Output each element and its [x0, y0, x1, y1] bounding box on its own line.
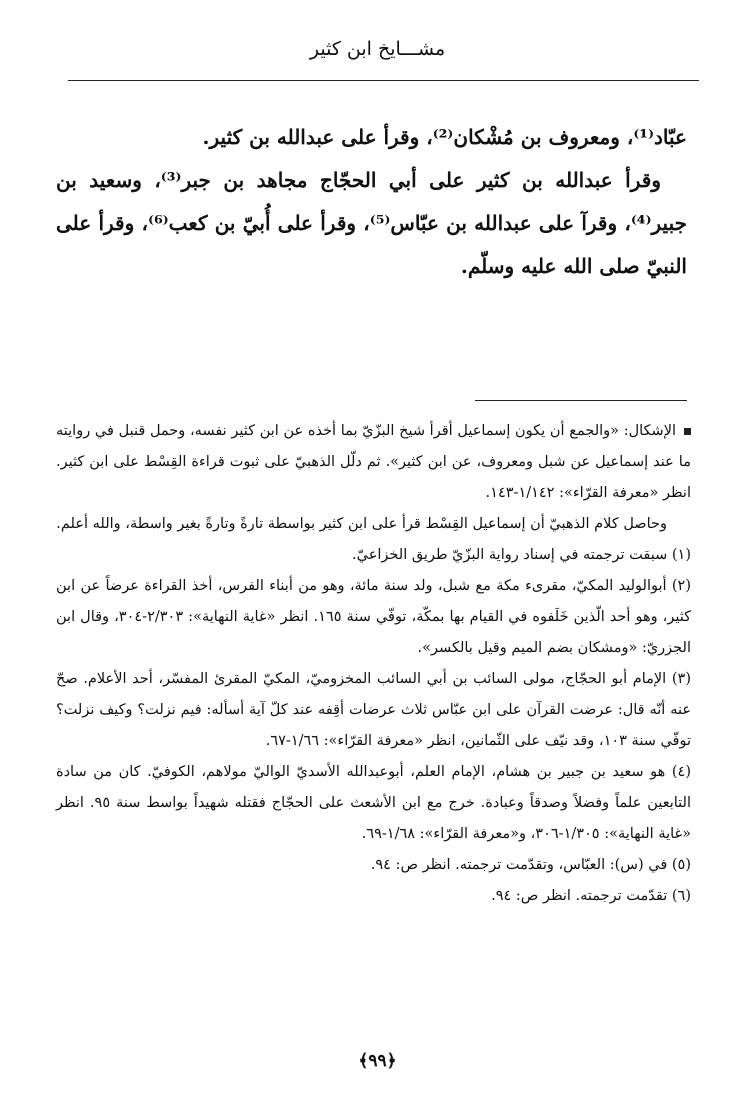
footnote-ishkal-text: الإشكال: «والجمع أن يكون إسماعيل أقرأ شيخ البزّيّ بما أخذه عن ابن كثير نفسه، وحمل قنبل في روايته ما عند إسماعيل عن شبل ومعروف، عن ابن كثير». ثم دلّل الذهبيّ على ثبوت قراءة القِسْط على ابن كثير. انظر «معرفة القرّاء»: ١/١٤٢-١٤٣.	[56, 423, 691, 501]
footnote-item: (٢) أبوالوليد المكيّ، مقرىء مكة مع شبل، ولد سنة مائة، وهو من أبناء الفرس، أخذ القراءة عرضاً عن ابن كثير، وهو أحد الّذين خَلَفوه في القيام بها بمكّة، توفّي سنة ١٦٥. انظر «غاية النهاية»: ٢/٣٠٣-٣٠٤، وقال ابن الجزريّ: «ومشكان بضم الميم وقيل بالكسر».	[56, 578, 691, 656]
footnote-ishkal	[56, 416, 691, 509]
main-text	[56, 116, 687, 288]
running-header: مشـــايخ ابن كثير	[309, 38, 446, 60]
footnote-conclusion: وحاصل كلام الذهبيّ أن إسماعيل القِسْط قرأ على ابن كثير بواسطة تارةً وتارةً بغير واسطة، والله أعلم.	[56, 516, 667, 532]
main-paragraph: وقرأ عبدالله بن كثير على أبي الحجّاج مجاهد بن جبر⁽³⁾، وسعيد بن جبير⁽⁴⁾، وقرآ على عبدالله بن عبّاس⁽⁵⁾، وقرأ على أُبيّ بن كعب⁽⁶⁾، وقرأ على النبيّ صلى الله عليه وسلّم.	[56, 168, 687, 278]
footnote-item: (٤) هو سعيد بن جبير بن هشام، الإمام العلم، أبوعبدالله الأسديّ الواليّ مولاهم، الكوفيّ. كان من سادة التابعين علماً وفضلاً وصدقاً وعبادة. خرج مع ابن الأشعث على الحجّاج فقتله شهيداً بواسط سنة ٩٥. انظر «غاية النهاية»: ١/٣٠٥-٣٠٦، و«معرفة القرّاء»: ١/٦٨-٦٩.	[56, 764, 691, 842]
page-number: ﴿٩٩﴾	[358, 1051, 397, 1071]
footnote-rule	[475, 400, 687, 401]
footnote-item: (٣) الإمام أبو الحجّاج، مولى السائب بن أبي السائب المخزوميّ، المكيّ المقرئ المفسّر، أحد الأعلام. صحّ عنه أنّه قال: عرضت القرآن على ابن عبّاس ثلاث عرضات أقِفه عند كلّ آية أسأله: فيم نزلت؟ وكيف نزلت؟ توفّي سنة ١٠٣، وقد نيّف على الثّمانين، انظر «معرفة القرّاء»: ١/٦٦-٦٧.	[56, 671, 691, 749]
main-paragraph: عبّاد⁽¹⁾، ومعروف بن مُشْكان⁽²⁾، وقرأ على عبدالله بن كثير.	[202, 125, 687, 149]
footnote-item: (٦) تقدّمت ترجمته. انظر ص: ٩٤.	[491, 888, 691, 904]
footnote-item: (٥) في (س): العبّاس، وتقدّمت ترجمته. انظر ص: ٩٤.	[370, 857, 691, 873]
header-rule	[68, 80, 699, 81]
footnote-item: (١) سبقت ترجمته في إسناد رواية البزّيّ طريق الخزاعيّ.	[352, 547, 691, 563]
square-bullet-icon	[684, 428, 691, 435]
footnotes	[56, 416, 691, 912]
